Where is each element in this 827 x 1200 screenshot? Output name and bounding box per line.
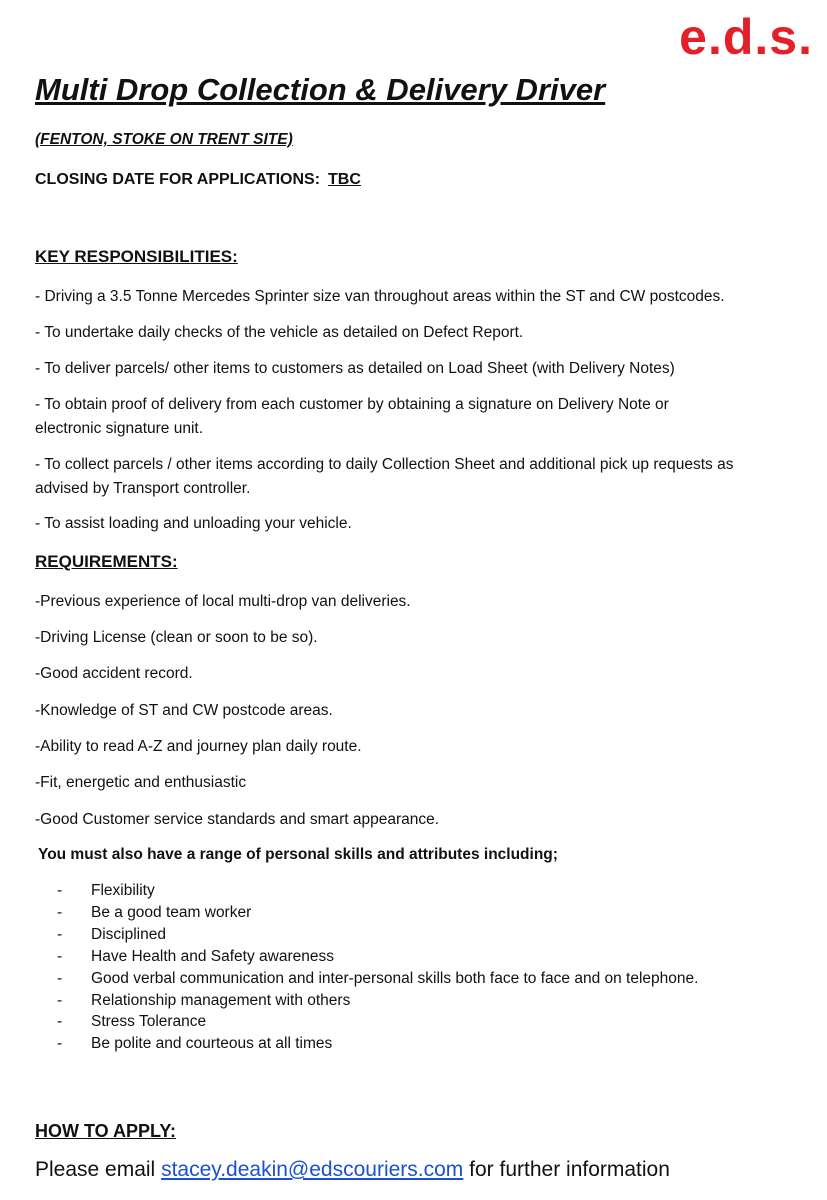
requirement-item: -Previous experience of local multi-drop van deliveries. (35, 593, 411, 610)
skill-item (57, 902, 698, 924)
requirement-item: -Good Customer service standards and smart appearance. (35, 811, 440, 828)
skill-text: Relationship management with others (91, 991, 351, 1009)
requirement-item: -Fit, energetic and enthusiastic (35, 774, 247, 791)
skill-item (57, 924, 698, 946)
skills-list (57, 880, 698, 1055)
skill-item (57, 946, 698, 968)
bullet-dash: - (57, 1013, 63, 1031)
skill-item (57, 968, 698, 990)
bullet-dash: - (57, 991, 63, 1009)
bullet-dash: - (57, 903, 63, 921)
requirement-item: -Driving License (clean or soon to be so). (35, 629, 318, 646)
apply-prefix: Please email (35, 1158, 156, 1181)
apply-suffix: for further information (469, 1158, 670, 1181)
responsibilities-heading: KEY RESPONSIBILITIES: (35, 247, 238, 266)
eds-logo: e.d.s. (679, 9, 813, 65)
bullet-dash: - (57, 947, 63, 965)
skill-item (57, 990, 698, 1012)
bullet-dash: - (57, 1035, 63, 1053)
requirement-item: -Knowledge of ST and CW postcode areas. (35, 702, 333, 719)
requirement-item: -Good accident record. (35, 665, 193, 682)
skill-text: Stress Tolerance (91, 1013, 207, 1031)
how-to-apply-heading: HOW TO APPLY: (35, 1121, 177, 1141)
skill-text: Disciplined (91, 925, 166, 943)
responsibility-item: - To assist loading and unloading your vehicle. (35, 515, 352, 532)
responsibility-item: - To collect parcels / other items according to daily Collection Sheet and additional pick up requests as advised by Transport controller. (35, 456, 734, 497)
bullet-dash: - (57, 969, 63, 987)
skill-text: Flexibility (91, 882, 155, 899)
responsibility-item: - Driving a 3.5 Tonne Mercedes Sprinter size van throughout areas within the ST and CW postcodes. (35, 288, 725, 305)
email-link[interactable]: stacey.deakin@edscouriers.com (161, 1158, 464, 1181)
site-location: (FENTON, STOKE ON TRENT SITE) (35, 131, 293, 148)
closing-date (35, 171, 361, 189)
responsibility-item: - To undertake daily checks of the vehicle as detailed on Defect Report. (35, 324, 524, 341)
skill-item (57, 1011, 698, 1033)
skill-item (57, 880, 698, 902)
skill-text: Be polite and courteous at all times (91, 1035, 333, 1053)
requirements-heading: REQUIREMENTS: (35, 552, 178, 571)
responsibility-item: - To deliver parcels/ other items to customers as detailed on Load Sheet (with Delivery Notes) (35, 360, 675, 377)
skill-text: Have Health and Safety awareness (91, 947, 334, 965)
skill-item (57, 1033, 698, 1055)
bullet-dash: - (57, 925, 63, 943)
job-title: Multi Drop Collection & Delivery Driver (35, 72, 606, 107)
responsibility-item: - To obtain proof of delivery from each customer by obtaining a signature on Delivery Note or electronic signature unit. (35, 396, 669, 437)
closing-date-value: TBC (328, 171, 361, 188)
skill-text: Good verbal communication and inter-personal skills both face to face and on telephone. (91, 969, 699, 987)
apply-instructions (35, 1158, 670, 1182)
skill-text: Be a good team worker (91, 903, 252, 921)
bullet-dash: - (57, 882, 63, 899)
closing-date-label: CLOSING DATE FOR APPLICATIONS: (35, 171, 321, 188)
requirement-item: -Ability to read A-Z and journey plan daily route. (35, 738, 362, 755)
skills-intro: You must also have a range of personal skills and attributes including; (38, 846, 558, 863)
